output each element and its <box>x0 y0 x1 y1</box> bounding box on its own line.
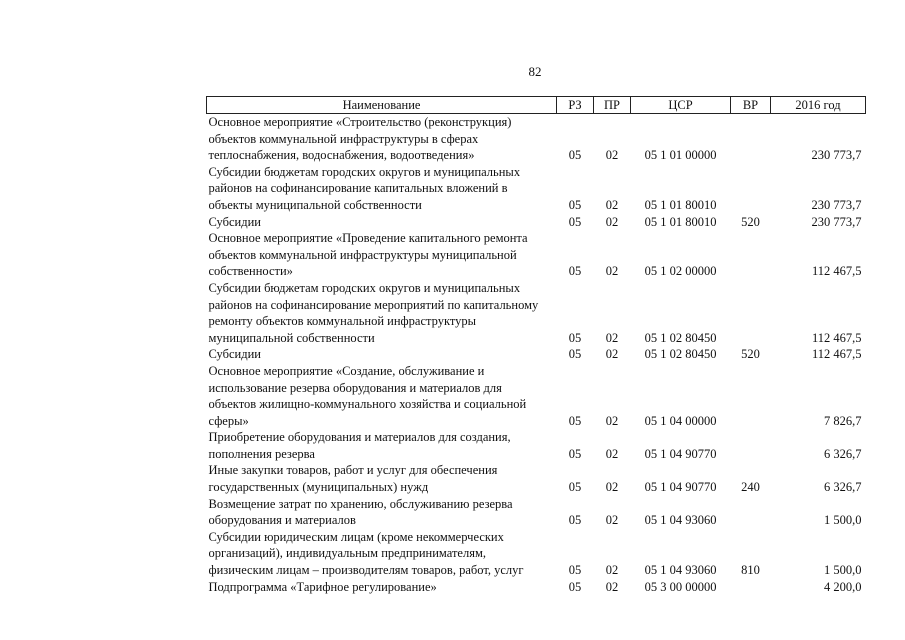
row-csr: 05 1 01 80010 <box>644 197 717 212</box>
row-name: Субсидии бюджетам городских округов и муниципальных районов на софинансирование капитальных вложений в объекты муниципальной собственности <box>208 164 521 212</box>
row-vr: 810 <box>741 563 760 578</box>
row-rz: 05 <box>568 563 582 578</box>
row-pr: 02 <box>605 347 619 362</box>
row-rz: 05 <box>568 197 582 212</box>
table-row <box>207 462 866 495</box>
row-vr: 240 <box>741 480 760 495</box>
row-name: Субсидии <box>208 214 261 229</box>
row-vr <box>731 363 771 429</box>
row-csr: 05 1 04 90770 <box>644 480 717 495</box>
row-vr <box>731 496 771 529</box>
row-vr <box>731 280 771 346</box>
row-pr: 02 <box>605 563 619 578</box>
row-rz: 05 <box>568 513 582 528</box>
row-vr <box>731 164 771 214</box>
row-csr: 05 1 04 93060 <box>644 513 717 528</box>
row-amount: 230 773,7 <box>811 214 862 229</box>
row-amount: 1 500,0 <box>824 513 862 528</box>
row-csr: 05 1 04 00000 <box>644 413 717 428</box>
row-csr: 05 1 04 93060 <box>644 563 717 578</box>
row-csr: 05 1 02 80450 <box>644 347 717 362</box>
row-vr <box>731 579 771 596</box>
row-rz: 05 <box>568 413 582 428</box>
row-csr: 05 1 02 00000 <box>644 264 717 279</box>
row-csr: 05 1 01 00000 <box>644 148 717 163</box>
row-rz: 05 <box>568 347 582 362</box>
row-csr: 05 3 00 00000 <box>644 579 717 594</box>
row-name: Основное мероприятие «Создание, обслуживание и использование резерва оборудования и материалов для объектов жилищно-коммунального хозяйства и социальной сферы» <box>208 363 527 428</box>
header-rz: РЗ <box>557 97 594 114</box>
row-amount: 7 826,7 <box>824 413 862 428</box>
row-rz: 05 <box>568 148 582 163</box>
row-name: Основное мероприятие «Проведение капитального ремонта объектов коммунальной инфраструктуры муниципальной собственности» <box>208 231 528 279</box>
row-pr: 02 <box>605 148 619 163</box>
header-vr: ВР <box>731 97 771 114</box>
table-row <box>207 230 866 280</box>
row-name: Подпрограмма «Тарифное регулирование» <box>208 579 437 594</box>
row-vr: 520 <box>741 347 760 362</box>
row-pr: 02 <box>605 480 619 495</box>
row-vr: 520 <box>741 214 760 229</box>
table-row <box>207 429 866 462</box>
row-name: Субсидии юридическим лицам (кроме некоммерческих организаций), индивидуальным предпринимателям, физическим лицам – производителям товаров, работ, услуг <box>208 529 524 578</box>
row-rz: 05 <box>568 264 582 279</box>
row-amount: 112 467,5 <box>811 347 862 362</box>
table-row <box>207 114 866 164</box>
table-row <box>207 579 866 596</box>
row-pr: 02 <box>605 413 619 428</box>
page-number: 82 <box>528 64 542 79</box>
budget-table <box>206 96 866 595</box>
table-row <box>207 363 866 429</box>
row-name: Основное мероприятие «Строительство (реконструкция) объектов коммунальной инфраструктуры в сферах теплоснабжения, водоснабжения, водоотведения» <box>208 115 512 163</box>
row-amount: 6 326,7 <box>824 480 862 495</box>
row-amount: 1 500,0 <box>824 563 862 578</box>
header-csr: ЦСР <box>631 97 731 114</box>
row-name: Приобретение оборудования и материалов для создания, пополнения резерва <box>208 430 511 461</box>
table-row <box>207 346 866 363</box>
row-csr: 05 1 01 80010 <box>644 214 717 229</box>
table-row <box>207 164 866 214</box>
row-rz: 05 <box>568 446 582 461</box>
row-pr: 02 <box>605 446 619 461</box>
row-pr: 02 <box>605 197 619 212</box>
row-amount: 6 326,7 <box>824 446 862 461</box>
header-year: 2016 год <box>771 97 866 114</box>
row-amount: 230 773,7 <box>811 197 862 212</box>
table-header-row <box>207 97 866 114</box>
row-amount: 112 467,5 <box>811 264 862 279</box>
row-name: Иные закупки товаров, работ и услуг для обеспечения государственных (муниципальных) нужд <box>208 463 498 495</box>
table-row <box>207 496 866 529</box>
row-vr <box>731 114 771 164</box>
row-pr: 02 <box>605 264 619 279</box>
row-rz: 05 <box>568 480 582 495</box>
row-rz: 05 <box>568 214 582 229</box>
row-name: Возмещение затрат по хранению, обслуживанию резерва оборудования и материалов <box>208 496 513 528</box>
row-pr: 02 <box>605 579 619 594</box>
table-row <box>207 280 866 346</box>
row-vr <box>731 429 771 462</box>
row-rz: 05 <box>568 579 582 594</box>
header-pr: ПР <box>594 97 631 114</box>
row-pr: 02 <box>605 214 619 229</box>
row-name: Субсидии <box>208 347 261 362</box>
table-row <box>207 529 866 579</box>
row-csr: 05 1 04 90770 <box>644 446 717 461</box>
row-name: Субсидии бюджетам городских округов и муниципальных районов на софинансирование мероприятий по капитальному ремонту объектов коммунальной инфраструктуры муниципальной собственности <box>208 280 539 345</box>
row-csr: 05 1 02 80450 <box>644 330 717 345</box>
row-amount: 112 467,5 <box>811 330 862 345</box>
row-pr: 02 <box>605 330 619 345</box>
row-rz: 05 <box>568 330 582 345</box>
table-row <box>207 214 866 231</box>
header-name: Наименование <box>207 97 557 114</box>
row-amount: 230 773,7 <box>811 148 862 163</box>
row-vr <box>731 230 771 280</box>
row-pr: 02 <box>605 513 619 528</box>
row-amount: 4 200,0 <box>824 579 862 594</box>
